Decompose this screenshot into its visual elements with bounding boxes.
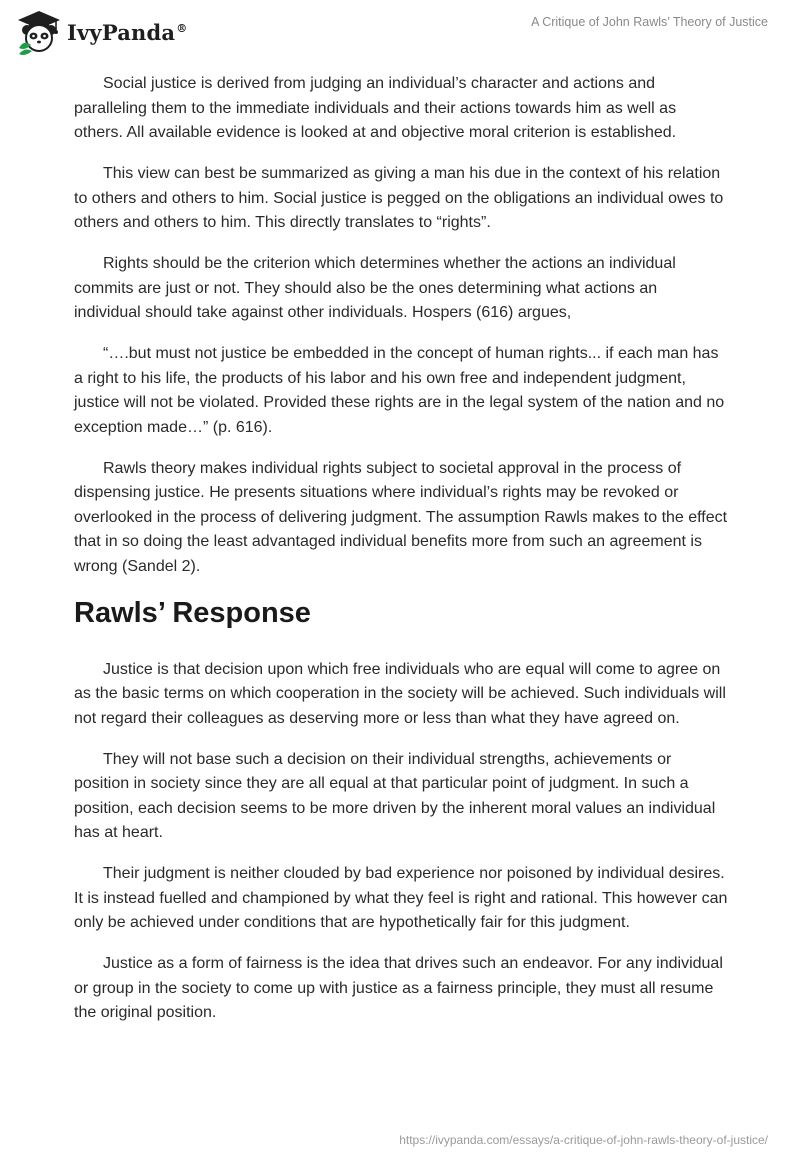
essay-body (74, 72, 728, 1042)
block-quote: “….but must not justice be embedded in the concept of human rights... if each man has a right to his life, the products of his labor and his own free and independent judgment, justice will not be violated. Provided these rights are in the legal system of the nation and no exception made…” (p. 616). (74, 345, 725, 436)
paragraph: Social justice is derived from judging an individual’s character and actions and paralleling them to the immediate individuals and their actions towards him as well as others. All available evidence is looked at and objective moral criterion is established. (74, 75, 677, 141)
paragraph: They will not base such a decision on their individual strengths, achievements or position in society since they are all equal at that particular point of judgment. In such a position, each decision seems to be more driven by the inherent moral values an individual has at heart. (74, 750, 716, 841)
brand-name: IvyPanda® (67, 19, 188, 45)
paragraph: Rawls theory makes individual rights subject to societal approval in the process of dispensing justice. He presents situations where individual’s rights may be revoked or overlooked in the process of delivering judgment. The assumption Rawls makes to the effect that in so doing the least advantaged individual benefits more from such an agreement is wrong (Sandel 2). (74, 459, 728, 575)
paragraph: Their judgment is neither clouded by bad experience nor poisoned by individual desires. It is instead fuelled and championed by what they feel is right and rational. This however can only be achieved under conditions that are hypothetically fair for this judgment. (74, 865, 728, 931)
paragraph: This view can best be summarized as giving a man his due in the context of his relation to others and others to him. Social justice is pegged on the obligations an individual owes to others and others to him. This directly translates to “rights”. (74, 165, 724, 231)
section-heading: Rawls’ Response (74, 596, 311, 629)
registered-mark: ® (176, 21, 188, 35)
paragraph: Justice is that decision upon which free individuals who are equal will come to agree on as the basic terms on which cooperation in the society will be achieved. Such individuals will not regard their colleagues as deserving more or less than what they have agreed on. (74, 660, 726, 727)
page-header (0, 0, 800, 64)
paragraph: Rights should be the criterion which determines whether the actions an individual commits are just or not. They should also be the ones determining what actions an individual should take against other individuals. Hospers (616) argues, (74, 255, 676, 321)
paragraph: Justice as a form of fairness is the idea that drives such an endeavor. For any individual or group in the society to come up with justice as a fairness principle, they must all resume the original position. (74, 955, 723, 1021)
source-url[interactable]: https://ivypanda.com/essays/a-critique-of-john-rawls-theory-of-justice/ (399, 1133, 768, 1147)
ivypanda-logo[interactable] (15, 8, 187, 56)
document-title: A Critique of John Rawls’ Theory of Justice (531, 15, 768, 29)
panda-graduate-icon (15, 8, 63, 56)
